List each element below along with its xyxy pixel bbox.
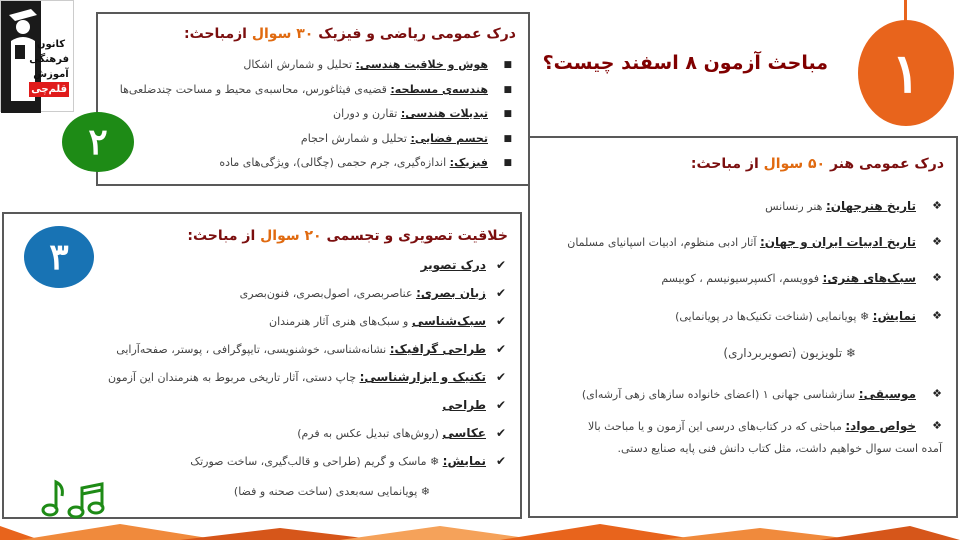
checkmark-bullet-icon: ✔ [495, 398, 506, 412]
math-physics-heading: درک عمومی ریاضی و فیزیک ۳۰ سوال ازمباحث: [183, 26, 516, 42]
list-item: ❖ تاریخ ادبیات ایران و جهان: آثار ادبی منظوم، ادبیات اسپانیای مسلمان [567, 235, 942, 249]
kanoon-logo [0, 0, 74, 112]
decorative-band [0, 522, 960, 540]
badge-three: ۳ [24, 226, 94, 288]
logo-line: کانون [36, 39, 66, 50]
logo-line: فرهنگی [29, 54, 69, 65]
checkmark-bullet-icon: ✔ [495, 286, 506, 300]
checkmark-bullet-icon: ✔ [495, 258, 506, 272]
list-item: ❖ خواص مواد: مباحثی که در کتاب‌های درسی این آزمون و یا مباحث بالا آمده است سوال خواهیم داشت، مثل کتاب دانش فنی پایه صنایع دستی. [542, 416, 942, 466]
list-item: ❖ سبک‌های هنری: فوویسم، اکسپرسیونیسم ، کوبیسم [661, 271, 942, 285]
checkmark-bullet-icon: ✔ [495, 314, 506, 328]
math-physics-box [96, 12, 530, 186]
list-item: ❖ نمایش: ❄ پویانمایی (شناخت تکنیک‌ها در پویانمایی) ❄ تلویزیون (تصویربرداری) [542, 308, 942, 386]
art-list [542, 198, 942, 466]
list-item: ■ تبدیلات هندسی: تقارن و دوران [112, 105, 512, 130]
checkmark-bullet-icon: ✔ [495, 370, 506, 384]
diamond-bullet-icon: ❖ [932, 271, 942, 284]
diamond-bullet-icon: ❖ [932, 309, 942, 322]
list-item: ✔ طراحی [442, 398, 506, 412]
list-item: ✔ تکنیک و ابزارشناسی: چاپ دستی، آثار تاریخی مربوط به هنرمندان این آزمون [107, 370, 506, 384]
list-item: ✔ درک تصویر [420, 258, 506, 272]
accent-line [904, 0, 907, 22]
checkmark-bullet-icon: ✔ [495, 426, 506, 440]
diamond-bullet-icon: ❖ [932, 387, 942, 400]
diamond-bullet-icon: ❖ [932, 199, 942, 212]
art-heading: درک عمومی هنر ۵۰ سوال از مباحث: [690, 156, 944, 172]
tv-subitem: ❄ تلویزیون (تصویربرداری) [723, 346, 856, 360]
music-notes-icon [40, 476, 106, 520]
diamond-bullet-icon: ❖ [932, 419, 942, 432]
checkmark-bullet-icon: ✔ [495, 454, 506, 468]
square-bullet-icon: ■ [503, 109, 512, 119]
list-item: ✔ سبک‌شناسی و سبک‌های هنری آثار هنرمندان [269, 314, 506, 328]
visual-creativity-heading: خلاقیت تصویری و تجسمی ۲۰ سوال از مباحث: [187, 228, 508, 244]
badge-two: ۲ [62, 112, 134, 172]
materials-continuation: آمده است سوال خواهیم داشت، مثل کتاب دانش فنی پایه صنایع دستی. [617, 442, 942, 455]
logo-line: قلم‌چی [31, 84, 67, 95]
list-item: ■ تجسم فضایی: تحلیل و شمارش احجام [112, 130, 512, 155]
square-bullet-icon: ■ [503, 84, 512, 95]
logo-text [29, 37, 69, 97]
list-item: ❖ موسیقی: سازشناسی جهانی ۱ (اعضای خانواده سازهای زهی آرشه‌ای) [581, 387, 942, 401]
visual-creativity-list [26, 256, 506, 512]
square-bullet-icon: ■ [503, 60, 512, 70]
diamond-bullet-icon: ❖ [932, 235, 942, 248]
list-item: ✔ طراحی گرافیک: نشانه‌شناسی، خوشنویسی، تایپوگرافی ، پوستر، صفحه‌آرایی [116, 342, 506, 356]
badge-one: ۱ [858, 20, 954, 126]
list-item: ✔ عکاسی (روش‌های تبدیل عکس به فرم) [297, 426, 506, 440]
list-item: ■ هوش و خلاقیت هندسی: تحلیل و شمارش اشکال [112, 56, 512, 81]
animation-subitem: ❄ پویانمایی سه‌بعدی (ساخت صحنه و فضا) [233, 485, 430, 498]
list-item: ❖ تاریخ هنرجهان: هنر رنسانس [765, 199, 942, 213]
square-bullet-icon: ■ [503, 158, 512, 168]
math-physics-list [112, 56, 512, 179]
list-item: ✔ نمایش: ❄ ماسک و گریم (طراحی و قالب‌گیری، ساخت صورتک ❄ پویانمایی سه‌بعدی (ساخت صحنه و فضا) [26, 452, 506, 512]
checkmark-bullet-icon: ✔ [495, 342, 506, 356]
list-item: ■ هندسه‌ی مسطحه: قضیه‌ی فیثاغورس، محاسبه‌ی محیط و مساحت چندضلعی‌ها [112, 81, 512, 106]
logo-line: آموزش [33, 69, 69, 80]
square-bullet-icon: ■ [503, 133, 512, 144]
art-box [528, 136, 958, 518]
list-item: ■ فیزیک: اندازه‌گیری، جرم حجمی (چگالی)، ویژگی‌های ماده [112, 154, 512, 179]
list-item: ✔ زبان بصری: عناصربصری، اصول‌بصری، فنون‌بصری [239, 286, 506, 300]
slide-title: مباحث آزمون ۸ اسفند چیست؟ [542, 52, 828, 74]
